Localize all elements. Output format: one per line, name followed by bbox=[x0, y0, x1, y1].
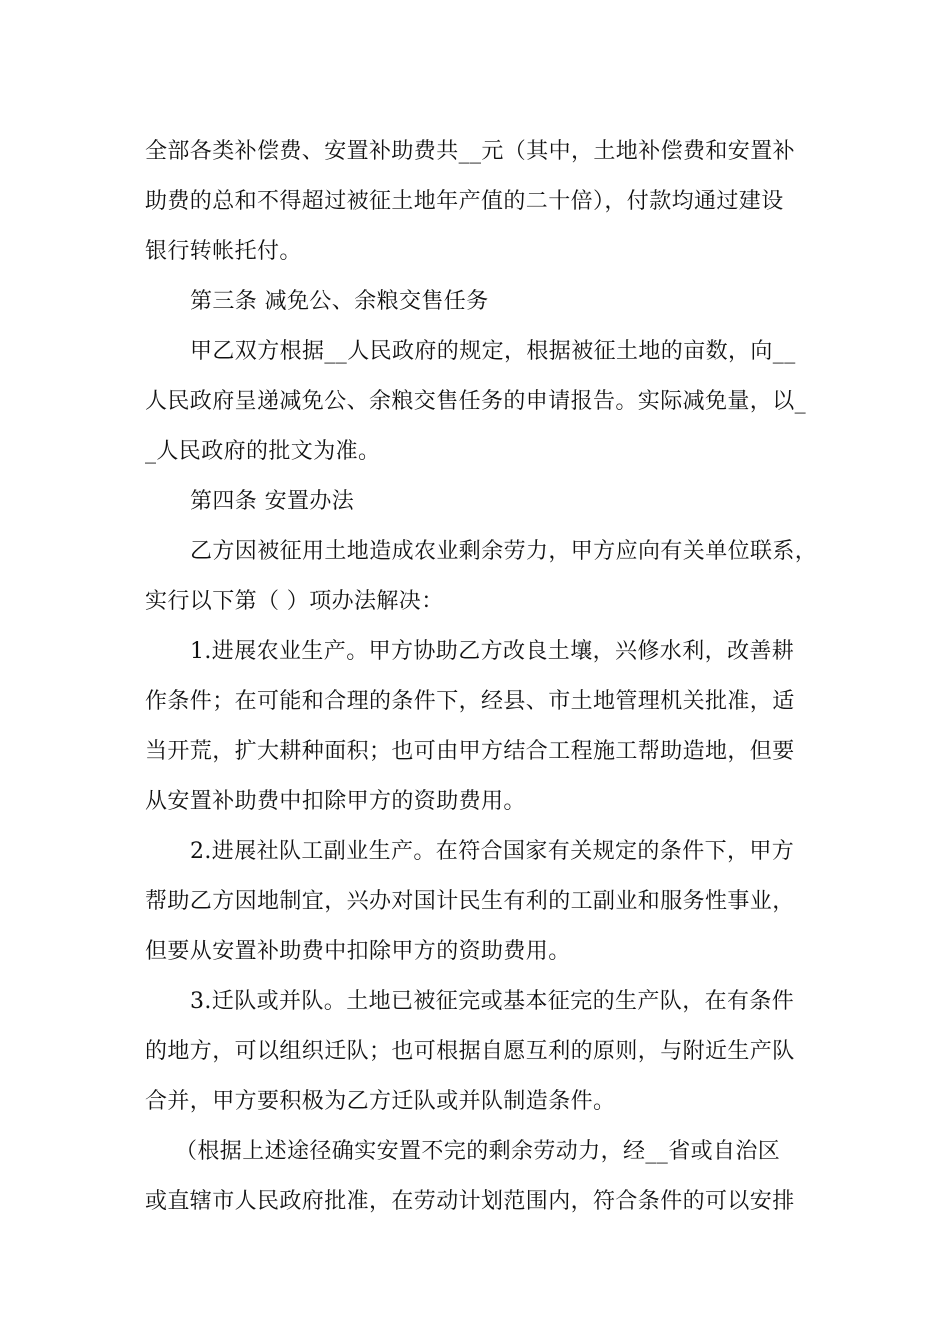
text-line: 银行转帐托付。 bbox=[145, 239, 302, 264]
text-line: _人民政府的批文为准。 bbox=[145, 439, 381, 464]
text-line: 乙方因被征用土地造成农业剩余劳力，甲方应向有关单位联系， bbox=[190, 539, 818, 564]
text-line: 的地方，可以组织迁队；也可根据自愿互利的原则，与附近生产队 bbox=[145, 1039, 795, 1064]
article-heading: 第三条 减免公、余粮交售任务 bbox=[190, 289, 489, 314]
text-line: （根据上述途径确实安置不完的剩余劳动力，经__省或自治区 bbox=[175, 1139, 781, 1164]
text-line: 实行以下第（ ）项办法解决： bbox=[145, 589, 444, 614]
text-line: 合并，甲方要积极为乙方迁队或并队制造条件。 bbox=[145, 1089, 616, 1114]
text-line: 人民政府呈递减免公、余粮交售任务的申请报告。实际减免量，以_ bbox=[145, 389, 807, 414]
list-item-line: 2.进展社队工副业生产。在符合国家有关规定的条件下，甲方 bbox=[190, 839, 795, 864]
text-line: 甲乙双方根据__人民政府的规定，根据被征土地的亩数，向__ bbox=[190, 339, 796, 364]
text-line: 但要从安置补助费中扣除甲方的资助费用。 bbox=[145, 939, 571, 964]
list-item-line: 1.进展农业生产。甲方协助乙方改良土壤，兴修水利，改善耕 bbox=[190, 639, 795, 664]
text-line: 全部各类补偿费、安置补助费共__元（其中，土地补偿费和安置补 bbox=[145, 139, 796, 164]
list-item-line: 3.迁队或并队。土地已被征完或基本征完的生产队，在有条件 bbox=[190, 989, 795, 1014]
article-heading: 第四条 安置办法 bbox=[190, 489, 355, 514]
text-line: 助费的总和不得超过被征土地年产值的二十倍），付款均通过建设 bbox=[145, 189, 784, 214]
text-line: 当开荒，扩大耕种面积；也可由甲方结合工程施工帮助造地，但要 bbox=[145, 739, 795, 764]
text-line: 作条件；在可能和合理的条件下，经县、市土地管理机关批准，适 bbox=[145, 689, 795, 714]
text-line: 或直辖市人民政府批准，在劳动计划范围内，符合条件的可以安排 bbox=[145, 1189, 795, 1214]
text-line: 帮助乙方因地制宜，兴办对国计民生有利的工副业和服务性事业， bbox=[145, 889, 795, 914]
text-line: 从安置补助费中扣除甲方的资助费用。 bbox=[145, 789, 526, 814]
